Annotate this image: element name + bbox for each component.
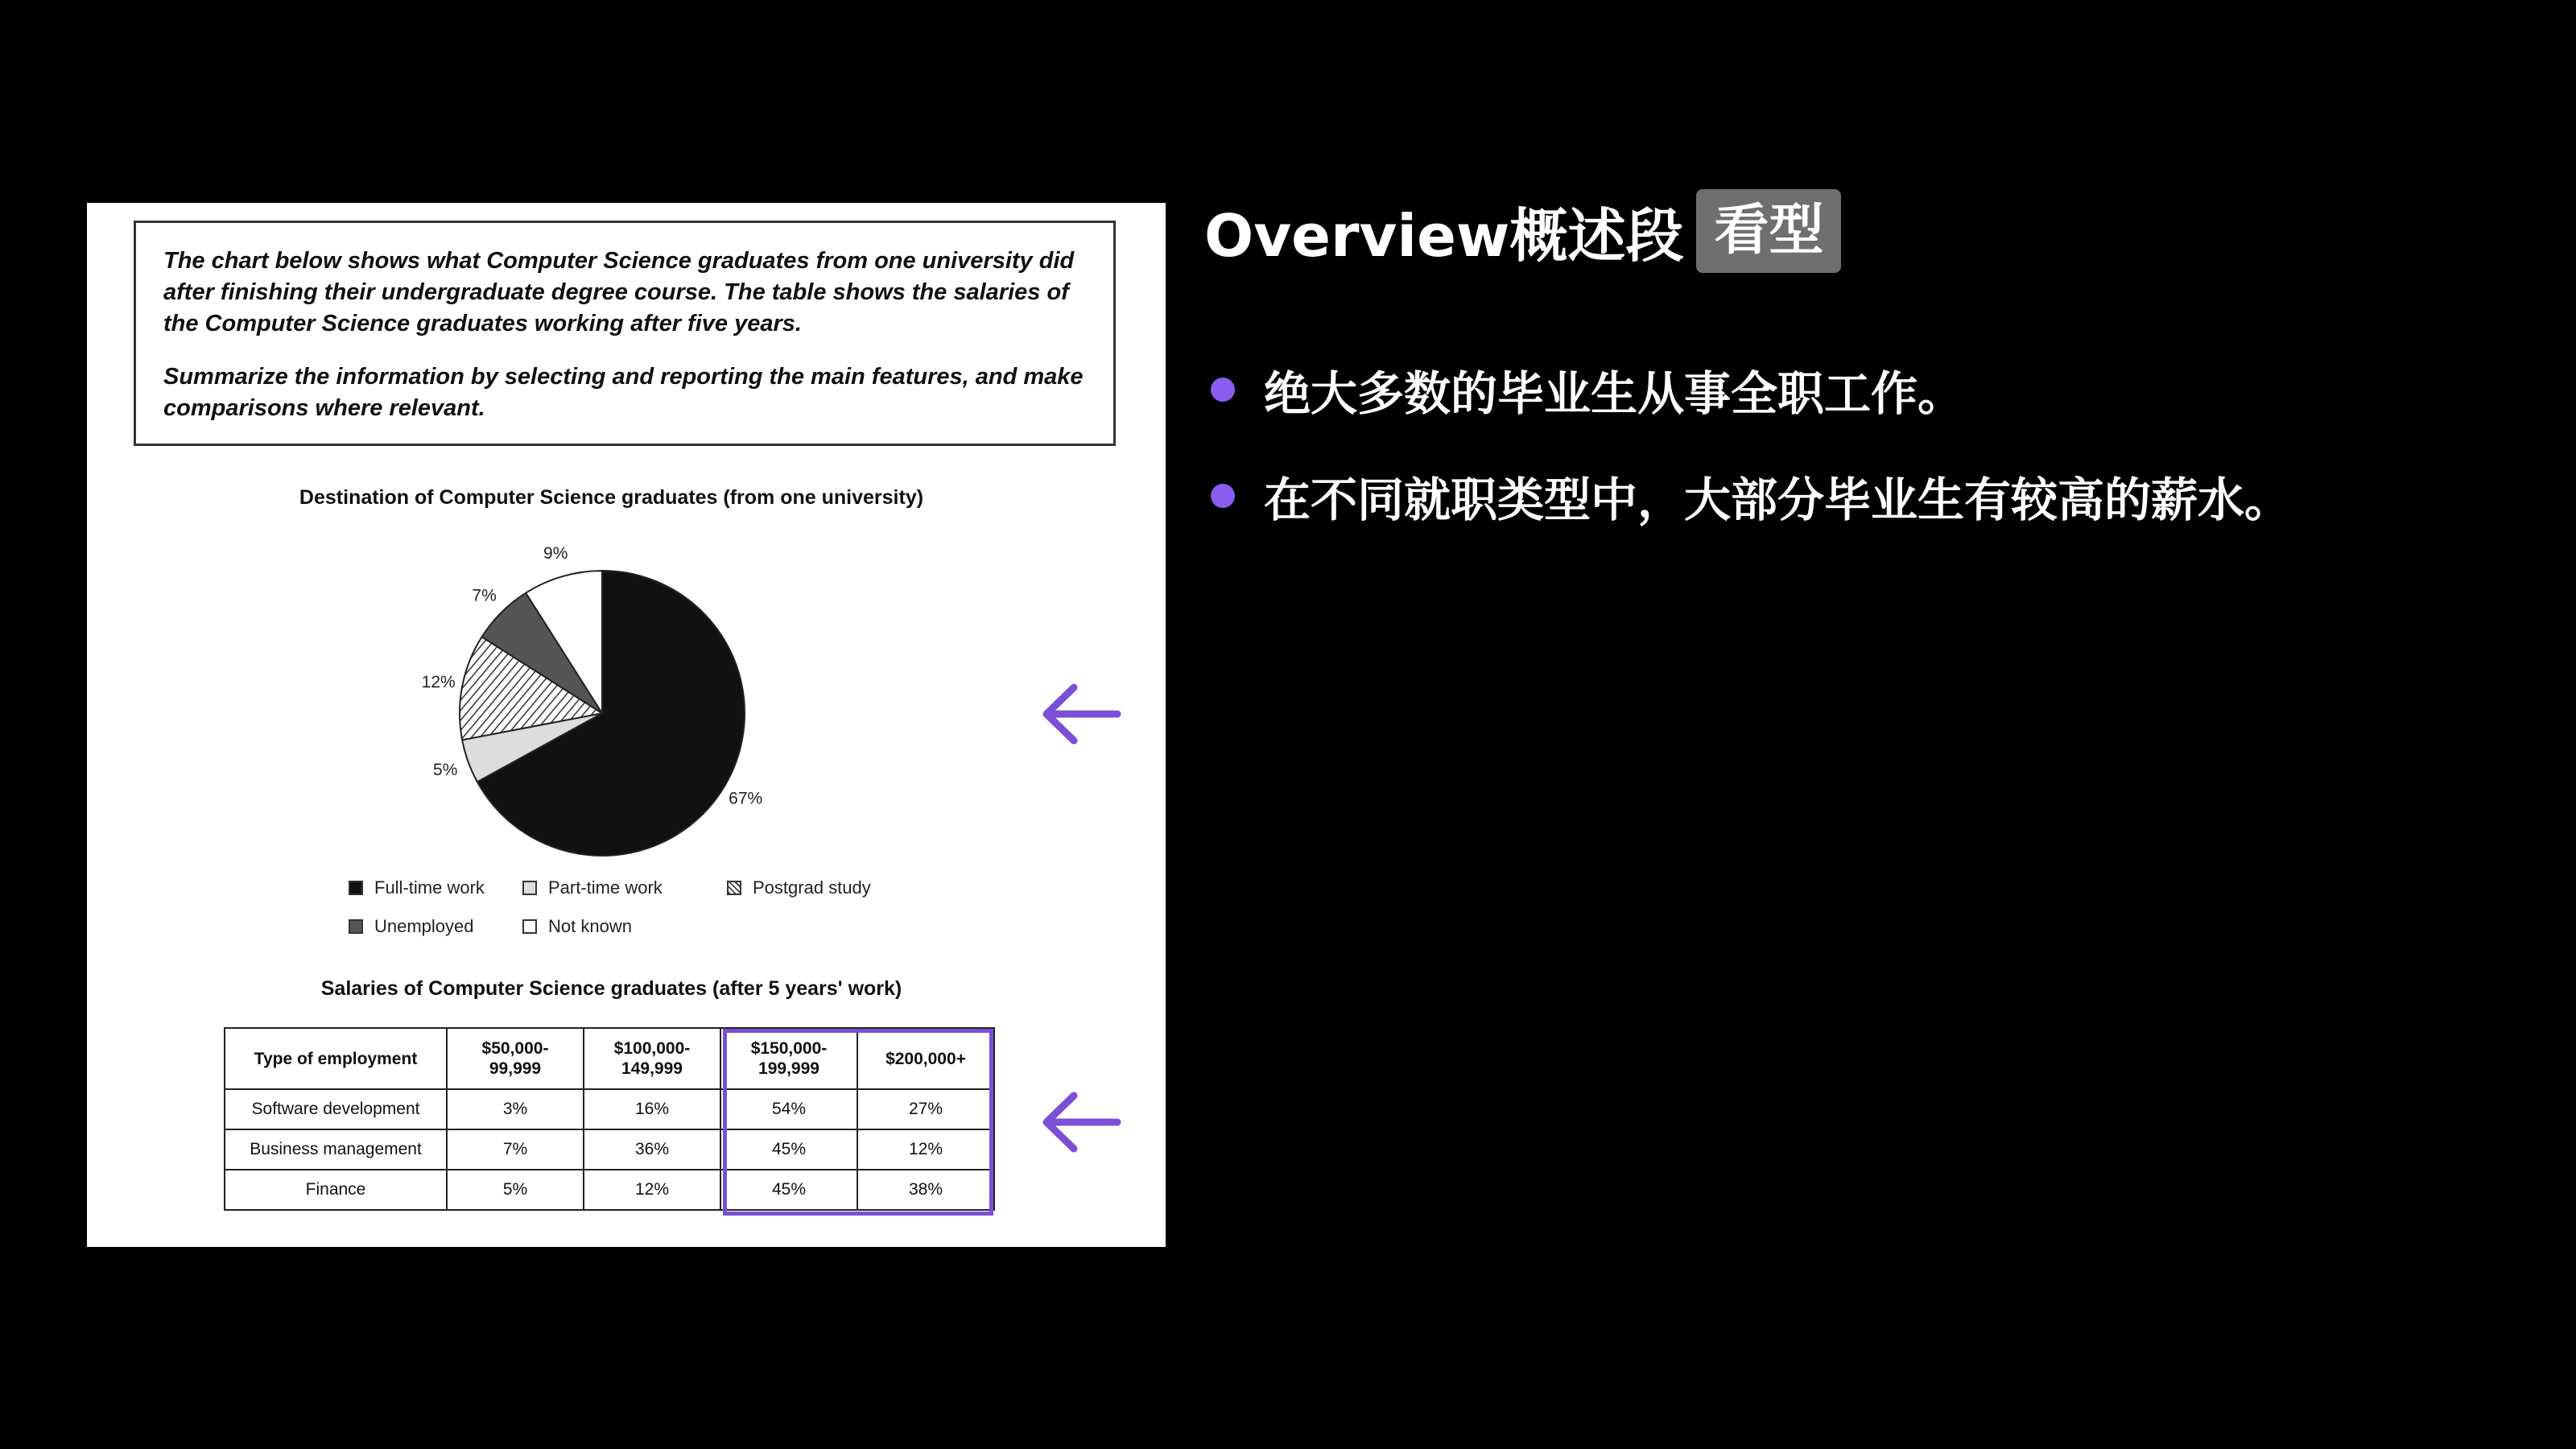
legend-swatch [349, 919, 363, 934]
col-header: Type of employment [225, 1028, 447, 1089]
legend-full-time [349, 877, 485, 898]
col-header: $150,000- 199,999 [720, 1028, 857, 1089]
bullet-text: 绝大多数的毕业生从事全职工作。 [1264, 366, 1965, 421]
bullet-text: 在不同就职类型中，大部分毕业生有较高的薪水。 [1264, 473, 2292, 527]
col-header: $200,000+ [857, 1028, 994, 1089]
table-cell: Finance [225, 1170, 447, 1210]
table-title: Salaries of Computer Science graduates (after 5 years' work) [320, 977, 902, 1000]
slide-heading [1204, 189, 1841, 273]
table-row [225, 1129, 994, 1170]
bullet-item [1211, 462, 2291, 530]
legend-unemployed [349, 916, 474, 937]
arrow-left-icon [1037, 1086, 1125, 1158]
table-cell: 7% [447, 1129, 584, 1170]
legend-postgrad [727, 877, 871, 898]
legend-swatch [522, 881, 537, 895]
heading-tag: 看型 [1696, 189, 1841, 273]
col-header: $50,000- 99,999 [447, 1028, 584, 1089]
table-cell: 12% [857, 1129, 994, 1170]
table-cell: 36% [584, 1129, 720, 1170]
bullet-item [1211, 356, 1964, 423]
exam-card [87, 203, 1166, 1247]
table-cell: 38% [857, 1170, 994, 1210]
legend-swatch [727, 881, 741, 895]
bullet-dot-icon [1211, 378, 1235, 402]
task-paragraph-1: The chart below shows what Computer Science graduates from one university did after finishing their undergraduate degree course. The table shows the salaries of the Computer Science graduates working after five years. [163, 248, 1075, 336]
legend-label: Part-time work [548, 877, 663, 898]
salary-table [224, 1027, 995, 1211]
legend-label: Postgrad study [753, 877, 871, 898]
table-cell: 27% [857, 1089, 994, 1129]
table-cell: 16% [584, 1089, 720, 1129]
table-cell: 45% [720, 1170, 857, 1210]
legend-label: Full-time work [374, 877, 485, 898]
heading-text: Overview概述段 [1204, 202, 1684, 270]
table-row [225, 1089, 994, 1129]
pie-slice-label: 12% [421, 673, 456, 692]
legend-label: Not known [548, 916, 632, 936]
legend-part-time [522, 877, 663, 898]
table-row [225, 1170, 994, 1210]
pie-chart-title: Destination of Computer Science graduates (from one university) [299, 486, 924, 509]
table-cell: Software development [225, 1089, 447, 1129]
pie-slice-label: 67% [729, 789, 763, 808]
legend-not-known [522, 916, 632, 937]
table-header-row [225, 1028, 994, 1089]
table-cell: 45% [720, 1129, 857, 1170]
table-cell: 3% [447, 1089, 584, 1129]
task-paragraph-2: Summarize the information by selecting and reporting the main features, and make comparisons where relevant. [163, 364, 1084, 421]
pie-chart [87, 203, 1166, 927]
bullet-dot-icon [1211, 484, 1235, 508]
table-cell: Business management [225, 1129, 447, 1170]
arrow-left-icon [1037, 678, 1125, 750]
legend-swatch [349, 881, 363, 895]
pie-slice-label: 7% [472, 586, 497, 605]
table-cell: 5% [447, 1170, 584, 1210]
pie-slice-label: 9% [543, 544, 568, 564]
legend-label: Unemployed [374, 916, 474, 936]
pie-slice-label: 5% [433, 761, 458, 780]
table-cell: 12% [584, 1170, 720, 1210]
col-header: $100,000- 149,999 [584, 1028, 720, 1089]
legend-swatch [522, 919, 537, 934]
table-cell: 54% [720, 1089, 857, 1129]
